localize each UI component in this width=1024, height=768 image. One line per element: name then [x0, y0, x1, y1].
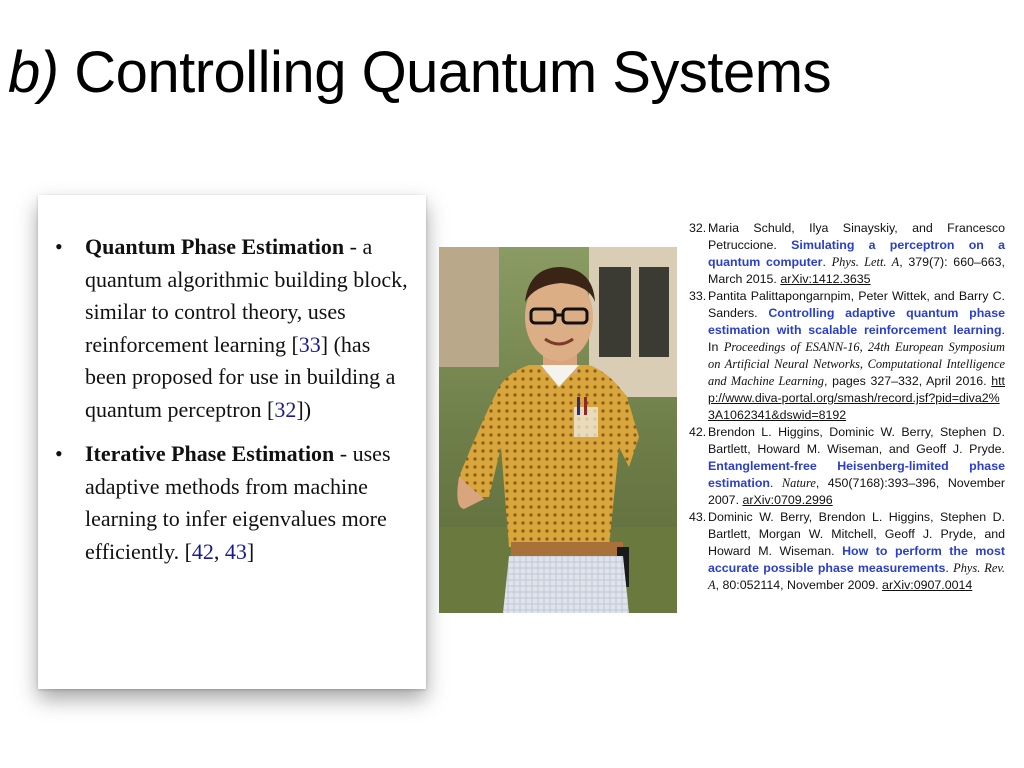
- reference-authors: Pantita Palittapongarnpim, Peter Wittek, and Barry C. Sanders.: [708, 289, 1005, 320]
- reference-venue: Nature: [781, 476, 816, 490]
- reference-item: [689, 509, 1005, 594]
- reference-authors: Dominic W. Berry, Brendon L. Higgins, Stephen D. Bartlett, Morgan W. Mitchell, Geoff J. Pryde, and Howard M. Wiseman.: [708, 510, 1005, 558]
- portrait-photo: [439, 247, 677, 613]
- references-list: [689, 220, 1005, 594]
- bullet-text: - a quantum algorithmic building block, similar to control theory, uses reinforcement learning [: [85, 234, 408, 357]
- citation-link[interactable]: 32: [274, 396, 297, 422]
- bullet-term: Iterative Phase Estimation: [85, 441, 335, 466]
- title-main: Controlling Quantum Systems: [58, 40, 832, 105]
- reference-venue: Phys. Rev. A: [708, 561, 1005, 592]
- reference-authors: Brendon L. Higgins, Dominic W. Berry, Stephen D. Bartlett, Howard M. Wiseman, and Geoff J. Pryde.: [708, 425, 1005, 456]
- portrait-illustration: [439, 247, 677, 613]
- reference-details: , pages 327–332, April 2016.: [823, 374, 992, 388]
- reference-number: 43.: [689, 510, 707, 524]
- bullet-item: [55, 438, 415, 568]
- bullet-card: [38, 195, 426, 689]
- reference-number: 33.: [689, 289, 707, 303]
- reference-venue: Proceedings of ESANN-16, 24th European Symposium on Artificial Neural Networks, Computational Intelligence and Machine Learning: [708, 340, 1005, 388]
- reference-number: 42.: [689, 425, 707, 439]
- reference-separator: .: [822, 255, 832, 269]
- reference-item: [689, 220, 1005, 288]
- citation-link[interactable]: 43: [224, 538, 247, 564]
- reference-separator: .: [945, 561, 954, 575]
- reference-details: , 379(7): 660–663, March 2015.: [708, 255, 1005, 286]
- reference-link[interactable]: arXiv:0709.2996: [742, 493, 833, 507]
- bullet-term: Quantum Phase Estimation: [85, 234, 345, 259]
- reference-number: 32.: [689, 221, 707, 235]
- slide-title: [8, 38, 831, 108]
- bullet-text: - uses adaptive methods from machine learning to infer eigenvalues more efficiently. [: [85, 441, 391, 564]
- bullet-list: [55, 231, 415, 580]
- reference-title-link[interactable]: Simulating a perceptron on a quantum computer: [708, 238, 1005, 269]
- bullet-text: ] (has been proposed for use in building a quantum perceptron [: [85, 331, 396, 422]
- reference-venue: Phys. Lett. A: [831, 255, 900, 269]
- reference-item: [689, 424, 1005, 509]
- reference-link[interactable]: http://www.diva-portal.org/smash/record.jsf?pid=diva2%3A1062341&dswid=8192: [708, 374, 1005, 422]
- reference-title-link[interactable]: How to perform the most accurate possible phase measurements: [708, 544, 1006, 575]
- citation-link[interactable]: 42: [191, 538, 214, 564]
- reference-link[interactable]: arXiv:1412.3635: [780, 272, 871, 286]
- title-prefix: b): [8, 40, 59, 105]
- bullet-dot-icon: •: [55, 234, 63, 259]
- bullet-dot-icon: •: [55, 441, 63, 466]
- bullet-text: ]: [246, 538, 255, 564]
- citation-link[interactable]: 33: [298, 331, 321, 357]
- reference-authors: Maria Schuld, Ilya Sinayskiy, and Francesco Petruccione.: [708, 221, 1005, 252]
- reference-details: , 80:052114, November 2009.: [715, 578, 883, 592]
- reference-item: [689, 288, 1005, 424]
- bullet-text: ]): [296, 396, 312, 422]
- citation-separator: ,: [213, 538, 225, 564]
- reference-separator: . In: [708, 323, 1005, 354]
- reference-separator: .: [769, 476, 782, 490]
- reference-link[interactable]: arXiv:0907.0014: [882, 578, 973, 592]
- reference-details: , 450(7168):393–396, November 2007.: [708, 476, 1005, 507]
- bullet-item: [55, 231, 415, 426]
- reference-title-link[interactable]: Controlling adaptive quantum phase estimation with scalable reinforcement learning: [708, 306, 1005, 337]
- reference-title-link[interactable]: Entanglement-free Heisenberg-limited phase estimation: [708, 459, 1005, 490]
